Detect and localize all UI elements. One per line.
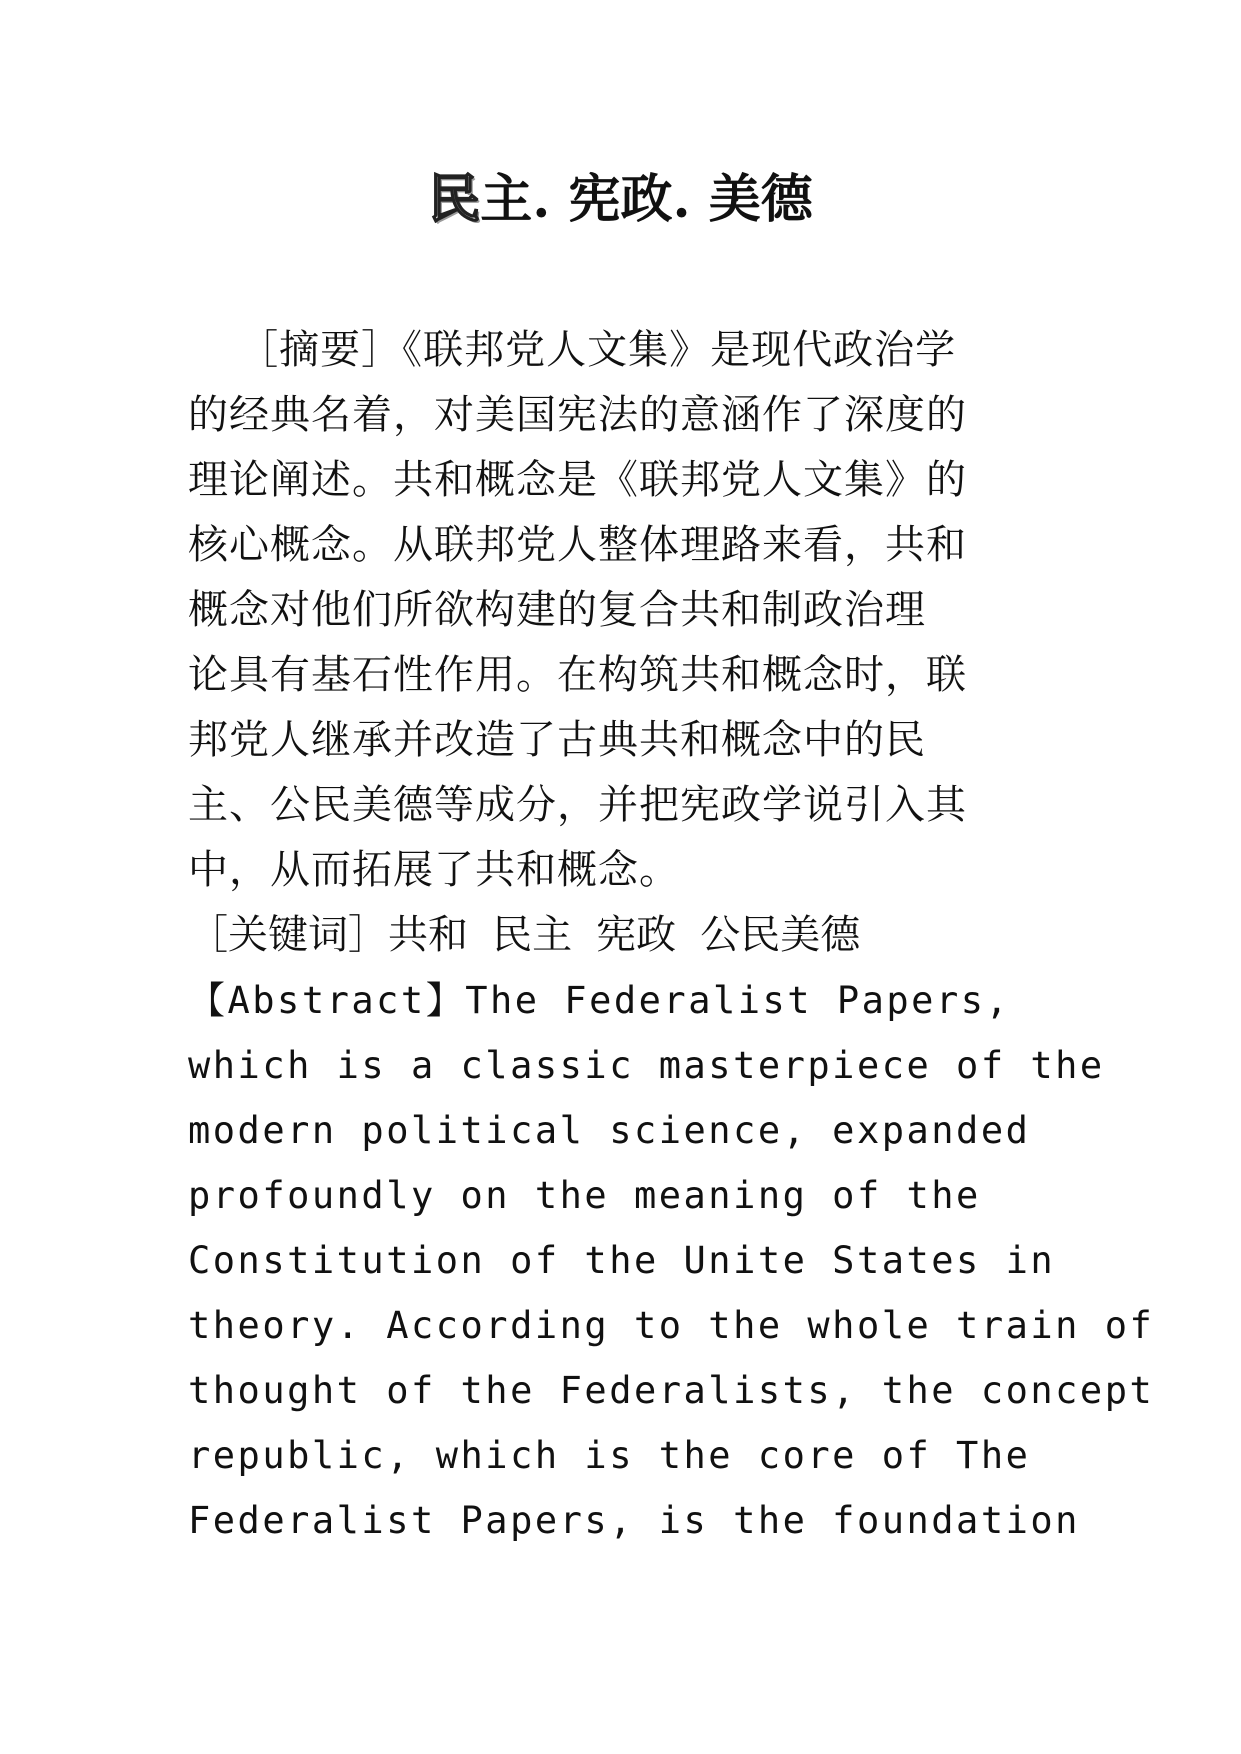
english-abstract-line: 【Abstract】The Federalist Papers,	[188, 979, 1011, 1022]
english-abstract-line: Constitution of the Unite States in	[188, 1239, 1056, 1282]
english-abstract-line: Federalist Papers, is the foundation	[188, 1499, 1080, 1542]
chinese-abstract	[188, 318, 1058, 903]
chinese-abstract-line: 概念对他们所欲构建的复合共和制政治理	[188, 587, 926, 633]
chinese-abstract-line: 的经典名着，对美国宪法的意涵作了深度的	[188, 392, 967, 438]
title-text: 主. 宪政. 美德	[480, 169, 813, 230]
keywords-line: ［关键词］共和 民主 宪政 公民美德	[188, 912, 861, 958]
chinese-abstract-line: 理论阐述。共和概念是《联邦党人文集》的	[188, 457, 967, 503]
chinese-abstract-line: 核心概念。从联邦党人整体理路来看，共和	[188, 522, 967, 568]
document-body	[188, 318, 1155, 1553]
chinese-abstract-line: 邦党人继承并改造了古典共和概念中的民	[188, 717, 926, 763]
page-title	[0, 168, 1241, 232]
chinese-abstract-line: ［摘要］《联邦党人文集》是现代政治学	[188, 327, 957, 373]
english-abstract	[188, 968, 1155, 1553]
english-abstract-line: which is a classic masterpiece of the	[188, 1044, 1105, 1087]
english-abstract-line: republic, which is the core of The	[188, 1434, 1031, 1477]
chinese-abstract-line: 主、公民美德等成分，并把宪政学说引入其	[188, 782, 967, 828]
title-outlined-character: 民	[428, 169, 481, 230]
english-abstract-line: profoundly on the meaning of the	[188, 1174, 981, 1217]
english-abstract-line: theory. According to the whole train of	[188, 1304, 1155, 1347]
chinese-abstract-line: 论具有基石性作用。在构筑共和概念时，联	[188, 652, 967, 698]
chinese-abstract-line: 中，从而拓展了共和概念。	[188, 847, 680, 893]
english-abstract-line: modern political science, expanded	[188, 1109, 1031, 1152]
english-abstract-line: thought of the Federalists, the concept	[188, 1369, 1155, 1412]
